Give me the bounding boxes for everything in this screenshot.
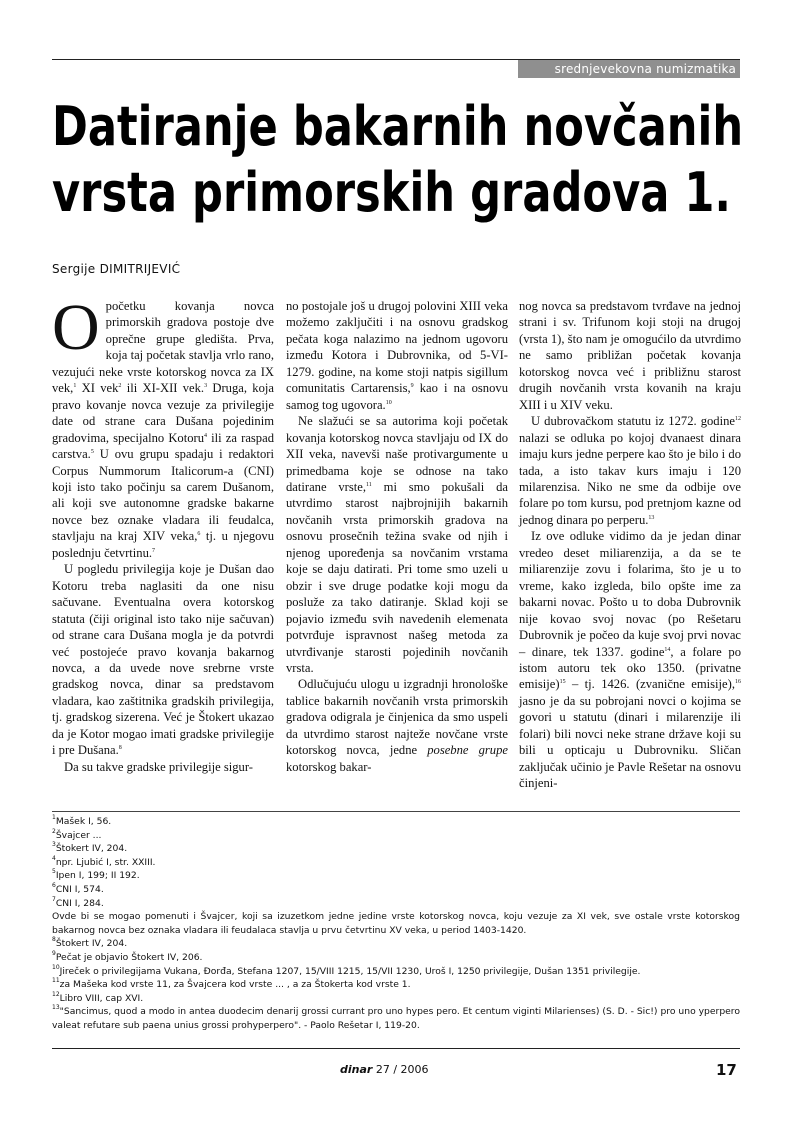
- text-run: početku kovanja novca primorskih gradova postoje dve oprečne grupe gledišta. Prva, koja taj početak stavlja vrlo rano, vezujući neke vrste kotorskog novca za IX vek,: [52, 299, 274, 396]
- text-run: mi smo pokušali da utvrdimo starost najbrojnijih bakarnih novčanih vrsta primorskih gradova na osnovu prosečnih težina svake od njih i njenog upoređenja sa novčanim vrstama koje se daju datirati. Pri tome smo uzeli u obzir i sve druge podatke koji mogu da posluže za tako datiranje. Sklad koji se pojavio između svih navedenih elemenata potvrđuje ispravnost našeg metoda za utvrđivanje starosti pojedinih novčanih vrsta.: [286, 479, 508, 675]
- text-run: U dubrovačkom statutu iz 1272. godine: [531, 414, 735, 429]
- footnote: [52, 883, 740, 897]
- footnote-number: 10: [52, 963, 60, 971]
- footnote-ref: 15: [559, 679, 566, 686]
- title-line-1: Datiranje bakarnih novčanih: [52, 95, 744, 158]
- footnote-ref: 10: [385, 399, 392, 406]
- paragraph: [52, 291, 275, 561]
- drop-cap: O: [52, 291, 100, 364]
- column-2: [286, 298, 508, 775]
- paragraph: [286, 413, 508, 676]
- footnote-number: 4: [52, 854, 56, 862]
- footnote-number: 2: [52, 827, 56, 835]
- text-run: Ne slažući se sa autorima koji početak kovanja kotorskog novca stavljaju od IX do XII veka, navevši naše protivargumente u primedbama koje se odnose na tako datirane vrste,: [286, 414, 508, 494]
- emphasis-text: posebne grupe: [427, 743, 508, 758]
- footnote-number: 8: [52, 936, 56, 944]
- footnote-number: 9: [52, 949, 56, 957]
- text-run: ili XI-XII vek.: [121, 381, 205, 396]
- footnote-ref: 14: [664, 646, 671, 653]
- section-label: srednjevekovna numizmatika: [518, 60, 740, 78]
- footnote-ref: 4: [204, 432, 208, 439]
- footnote-ref: 7: [152, 547, 156, 554]
- footnote-number: 12: [52, 990, 60, 998]
- paragraph: [286, 298, 508, 413]
- column-3: [519, 298, 741, 792]
- footnote-text: "Sancimus, quod a modo in antea duodecim denarij grossi currant pro uno hypes pero. Et centum viginti Milarienses) (S. D. - Sic!) pro uno yperpero valeat refutare sub paena unius grossi prohyperpero". - Paolo Rešetar I, 119-20.: [52, 1006, 740, 1031]
- footnote-number: 3: [52, 841, 56, 849]
- paragraph: [286, 676, 508, 775]
- footnote-number: 7: [52, 895, 56, 903]
- footnote-text: za Mašeka kod vrste 11, za Švajcera kod vrste ... , a za Štokerta kod vrste 1.: [59, 979, 411, 991]
- footnote: [52, 856, 740, 870]
- footnote-ref: 6: [197, 531, 201, 538]
- footnote-text: npr. Ljubić I, str. XXIII.: [55, 856, 156, 868]
- footnote-number: 11: [52, 977, 60, 985]
- text-run: Iz ove odluke vidimo da je jedan dinar vredeo deset miliarenzija, a da se te miliarenzije zovu i folarima, što je u to vreme, kako izgleda, bilo opšte ime za bakarni novac. Pošto u to doba Dubrovnik nije kovao svoj novac (po Rešetaru Dubrovnik je počeo da kuje svoj prvi novac – dinare, tek 1337. godine: [519, 529, 741, 659]
- footnote-ref: 5: [90, 449, 94, 456]
- issue-info: [340, 1063, 429, 1076]
- footnote-text: Švajcer ...: [55, 829, 102, 841]
- article-title: [52, 94, 744, 226]
- footnote: [52, 910, 740, 937]
- footnote-ref: 8: [118, 745, 122, 752]
- footnote: [52, 869, 740, 883]
- title-line-2: vrsta primorskih gradova 1.: [52, 161, 731, 224]
- text-run: ili za raspad carstva.: [52, 430, 274, 462]
- column-1: [52, 291, 275, 775]
- footnote-ref: 16: [735, 679, 741, 686]
- footnote: [52, 1005, 740, 1032]
- footnote-ref: 11: [366, 481, 372, 488]
- text-run: kotorskog bakar-: [286, 759, 372, 774]
- footnote-text: Jireček o privilegijama Vukana, Đorđa, Stefana 1207, 15/VIII 1215, 15/VII 1230, Uroš I, 1250 privilegije, Dušan 1351 privilegije.: [59, 965, 641, 977]
- text-run: tj. u njegovu poslednju četvrtinu.: [52, 529, 275, 560]
- text-run: U ovu grupu spadaju i redaktori Corpus Nummorum Italicorum-a (CNI) koji isto tako počinju sa carem Dušanom, ali koji sve autonomne gradske bakarne novce bez oznake vladara ili feudalca, stavljaju na kraj XIV veka,: [52, 447, 274, 544]
- footnotes: [52, 815, 740, 1033]
- paragraph: nog novca sa predstavom tvrđave na jednoj strani i sv. Trifunom koji stoji na drugoj (vrsta 1), što nam je omogućilo da utvrdimo ne samo približan početak kovanja kotorskog novca već i približnu starost drugih novčanih vrsta kovanih na kraju XIII i u XIV veku.: [519, 299, 741, 412]
- footer-rule: [52, 1048, 740, 1049]
- footnote-ref: 12: [735, 416, 741, 423]
- footnote-ref: 13: [648, 514, 655, 521]
- footnote: [52, 937, 740, 951]
- footnote-number: 1: [52, 814, 56, 821]
- footnote-text: Pečat je objavio Štokert IV, 206.: [55, 951, 203, 963]
- footnote-number: 5: [52, 868, 56, 876]
- paragraph: Da su takve gradske privilegije sigur-: [64, 759, 253, 774]
- footnote-text: Ovde bi se mogao pomenuti i Švajcer, koji sa izuzetkom jedne jedine vrste kotorskog novca, koju vezuje za XI vek, sve ostale vrste kotorskog bakarnog novca bez oznaka vladara ili feudalaca stavlja u prvu četvrtinu XV veka, u period 1403-1420.: [52, 911, 740, 936]
- paragraph: [52, 561, 274, 758]
- author-name: Sergije DIMITRIJEVIĆ: [52, 262, 181, 276]
- text-run: Druga, koja pravo kovanje novca vezuje za privilegije date od strane cara Dušana pojedinim gradovima, specijalno Kotoru: [52, 381, 274, 445]
- footnote-number: 13: [52, 1004, 60, 1012]
- footnote-ref: 1: [73, 383, 77, 390]
- footnote-text: CNI I, 574.: [55, 883, 104, 895]
- text-run: XI vek: [76, 381, 119, 396]
- footnote-text: Ipen I, 199; II 192.: [55, 870, 140, 882]
- footnote-ref: 2: [118, 383, 122, 390]
- footnote-number: 6: [52, 881, 56, 889]
- footnotes-rule: [52, 811, 740, 812]
- footnote: [52, 978, 740, 992]
- text-run: no postojale još u drugoj polovini XIII veka možemo zaključiti i na osnovu gradskog pečata koga nalazimo na jednom ugovoru između Kotora i Dubrovnika, od 5-VI-1279. godine, na kome stoji natpis sigillum comunitatis Cartarensis,: [286, 299, 508, 396]
- text-run: jasno je da su pobrojani novci o kojima se govori u statutu (dinari i milarenzije ili folari) bili novci neke strane države koji su bili u opticaju u Dubrovniku. Sličan zaključak učinio je Pavle Rešetar na osnovu činjeni-: [519, 693, 741, 791]
- text-run: , a folare po istom autoru tek oko 1350. (privatne emisije): [519, 644, 741, 692]
- text-run: Odlučujuću ulogu u izgradnji hronološke tablice bakarnih novčanih vrsta primorskih gradova odigrala je činjenica da smo uspeli da utvrdimo starost najteže novčane vrste kotorskog novca, jedne: [286, 677, 508, 758]
- footnote: [52, 829, 740, 843]
- issue-number: 27 / 2006: [372, 1063, 429, 1076]
- footnote: [52, 992, 740, 1006]
- footnote-text: Štokert IV, 204.: [55, 843, 128, 855]
- text-run: – tj. 1426. (zvanične emisije),: [565, 677, 735, 692]
- paragraph: [519, 528, 741, 791]
- paragraph: [519, 413, 741, 528]
- text-run: kao i na osnovu samog tog ugovora.: [286, 381, 508, 412]
- footnote-text: Štokert IV, 204.: [55, 938, 128, 950]
- footnote-text: CNI I, 284.: [55, 897, 104, 909]
- footnote: [52, 965, 740, 979]
- footnote-text: Mašek I, 56.: [55, 816, 112, 827]
- page-number: 17: [716, 1061, 737, 1079]
- text-run: U pogledu privilegija koje je Dušan dao Kotoru treba naglasiti da one nisu sačuvane. Eventualna overa kotorskog statuta (čiji original isto tako nije sačuvan) od strane cara Dušana mogla je da potvrdi već postojeće pravo kovanja bakarnog novca, a da uvede nove srebrne vrste gradskog novca, dinar sa predstavom vladara, kao zaštitnika gradskih privilegija, tj. gradskog sizerena. Već je Štokert ukazao da je Kotor mogao imati gradske privilegije i pre Dušana.: [52, 562, 274, 758]
- footnote-ref: 3: [204, 383, 208, 390]
- magazine-name: dinar: [340, 1063, 373, 1076]
- footnote: [52, 842, 740, 856]
- text-run: nalazi se odluka po kojoj dvanaest dinara imaju kurs jedne perpere kao što je bilo i do tada, a isto takav kurs imaju i 120 milarenzisa. Niko ne sme da odbije ove folare po tom kursu, pod pretnjom kazne od jednog dinara po perperu.: [519, 430, 741, 527]
- footnote: [52, 897, 740, 911]
- footnote: [52, 815, 740, 829]
- footnote: [52, 951, 740, 965]
- footnote-ref: 9: [410, 383, 414, 390]
- footnote-text: Libro VIII, cap XVI.: [59, 992, 144, 1004]
